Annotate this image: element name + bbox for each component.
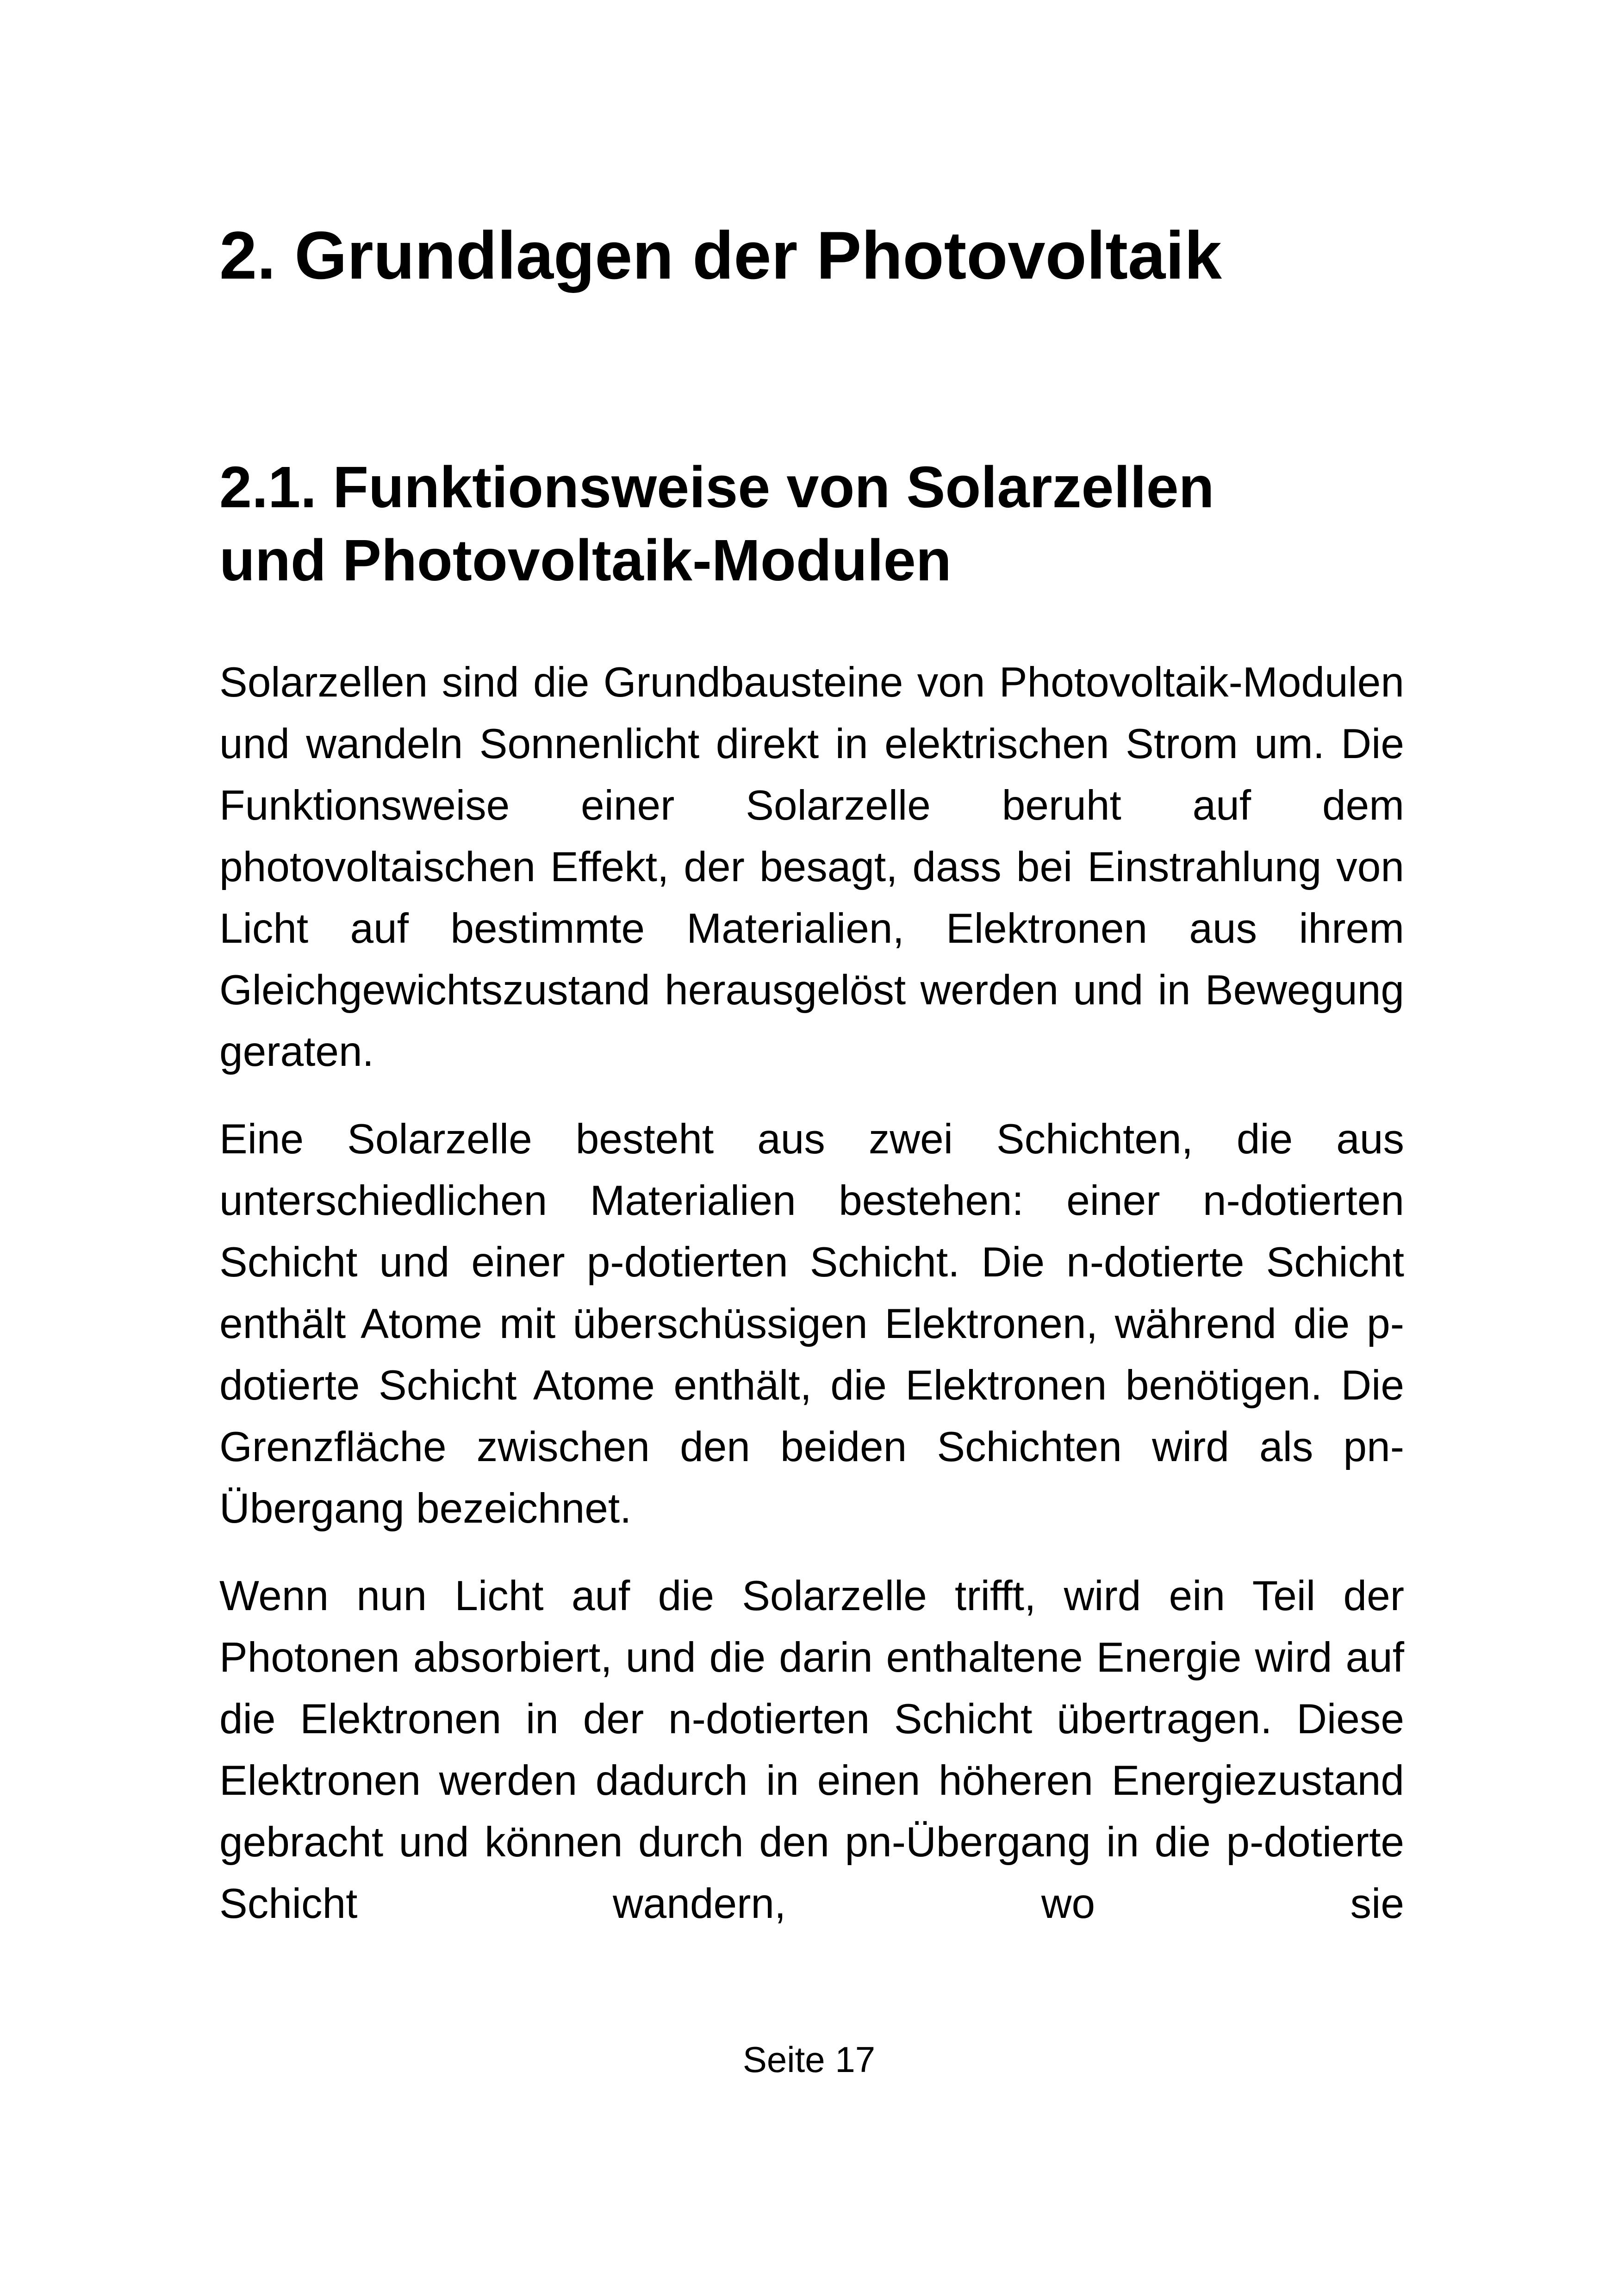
paragraph-1: Solarzellen sind die Grundbausteine von Photovoltaik-Modulen und wandeln Sonnenlicht direkt in elektrischen Strom um. Die Funktionsweise einer Solarzelle beruht auf dem photovoltaischen Effekt, der besagt, dass bei Einstrahlung von Licht auf bestimmte Materialien, Elektronen aus ihrem Gleichgewichtszustand herausgelöst werden und in Bewegung geraten. (219, 659, 1404, 1075)
page-number: Seite 17 (742, 2039, 876, 2080)
section-title-line-1: 2.1. Funktionsweise von Solarzellen (219, 454, 1214, 520)
chapter-title: 2. Grundlagen der Photovoltaik (219, 218, 1222, 293)
section-title-line-2: und Photovoltaik-Modulen (219, 528, 952, 593)
body-text (219, 652, 1404, 1960)
section-title (219, 451, 1423, 597)
paragraph-2: Eine Solarzelle besteht aus zwei Schichten, die aus unterschiedlichen Materialien bestehen: einer n-dotierten Schicht und einer p-dotierten Schicht. Die n-dotierte Schicht enthält Atome mit überschüssigen Elektronen, während die p-dotierte Schicht Atome enthält, die Elektronen benötigen. Die Grenzfläche zwischen den beiden Schichten wird als pn-Übergang bezeichnet. (219, 1116, 1404, 1532)
paragraph-3: Wenn nun Licht auf die Solarzelle trifft, wird ein Teil der Photonen absorbiert, und die darin enthaltene Energie wird auf die Elektronen in der n-dotierten Schicht übertragen. Diese Elektronen werden dadurch in einen höheren Energiezustand gebracht und können durch den pn-Übergang in die p-dotierte Schicht wandern, wo sie (219, 1573, 1404, 1927)
